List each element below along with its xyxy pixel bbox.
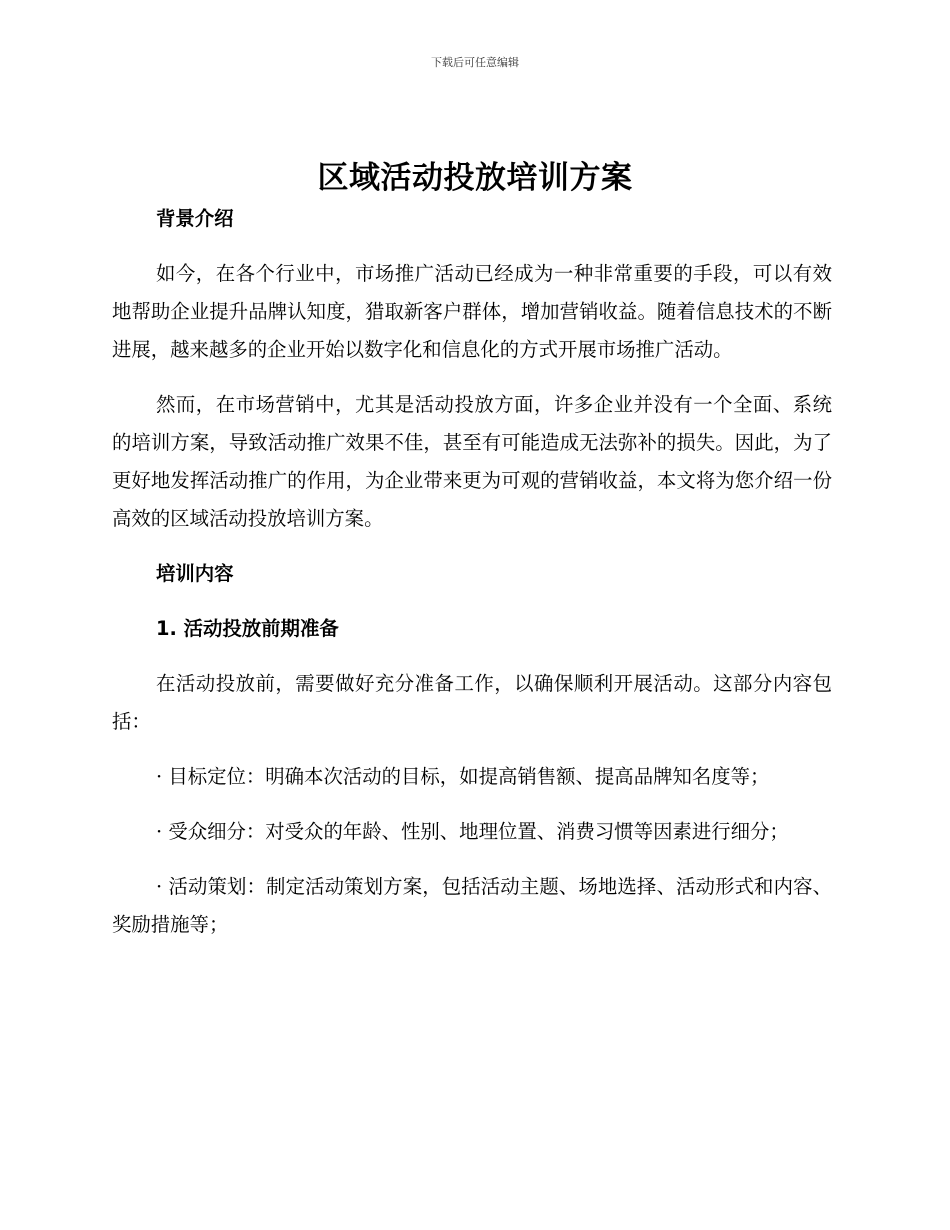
paragraph: 然而，在市场营销中，尤其是活动投放方面，许多企业并没有一个全面、系统的培训方案，导致活动推广效果不佳，甚至有可能造成无法弥补的损失。因此，为了更好地发挥活动推广的作用，为企业带来更为可观的营销收益，本文将为您介绍一份高效的区域活动投放培训方案。 — [112, 393, 832, 530]
page-header-note: 下载后可任意编辑 — [431, 56, 519, 69]
bullet-item: · 活动策划：制定活动策划方案，包括活动主题、场地选择、活动形式和内容、奖励措施等； — [112, 875, 832, 936]
paragraph: 如今，在各个行业中，市场推广活动已经成为一种非常重要的手段，可以有效地帮助企业提升品牌认知度，猎取新客户群体，增加营销收益。随着信息技术的不断进展，越来越多的企业开始以数字化和信息化的方式开展市场推广活动。 — [112, 262, 832, 361]
bullet-item: · 受众细分：对受众的年龄、性别、地理位置、消费习惯等因素进行细分； — [156, 820, 789, 843]
section-heading-background: 背景介绍 — [156, 207, 234, 230]
section-heading-training: 培训内容 — [156, 562, 234, 585]
bullet-item: · 目标定位：明确本次活动的目标，如提高销售额、提高品牌知名度等； — [156, 765, 770, 788]
document-title: 区域活动投放培训方案 — [317, 160, 633, 196]
paragraph: 在活动投放前，需要做好充分准备工作，以确保顺利开展活动。这部分内容包括： — [112, 672, 832, 733]
subsection-heading-preparation: 1. 活动投放前期准备 — [156, 617, 339, 640]
document-body — [112, 200, 832, 944]
